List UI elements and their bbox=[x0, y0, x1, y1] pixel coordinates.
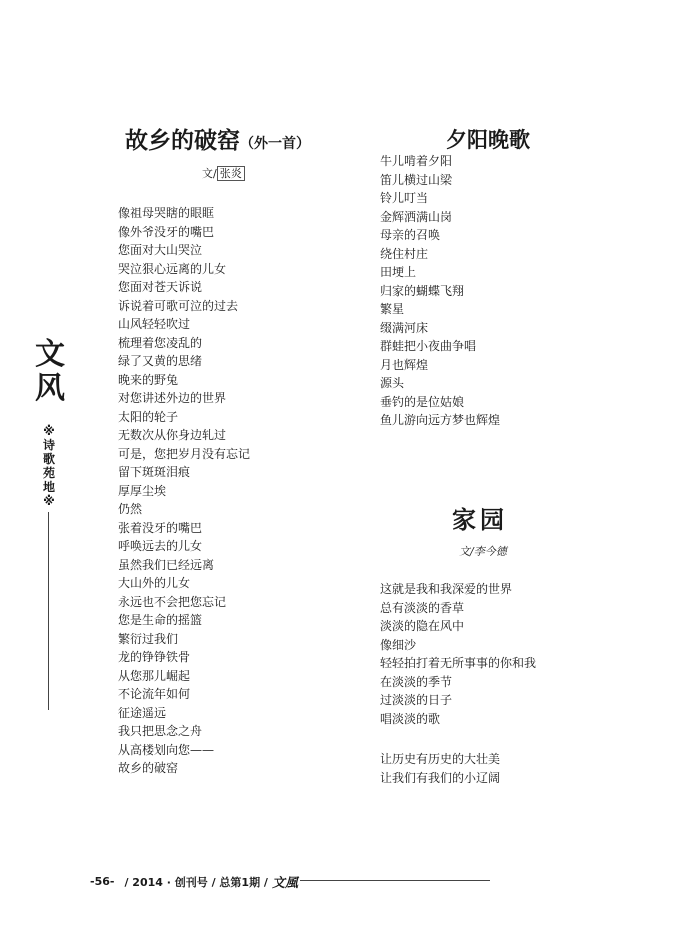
poem2-title: 夕阳晚歌 bbox=[446, 127, 530, 152]
poem1-title-text: 故乡的破窑 bbox=[125, 127, 240, 154]
poem-line: 对您讲述外边的世界 bbox=[118, 391, 227, 405]
poem-line: 母亲的召唤 bbox=[380, 228, 441, 242]
side-divider bbox=[48, 512, 49, 710]
poem-line: 不论流年如何 bbox=[118, 687, 191, 701]
poem-line: 像祖母哭瞎的眼眶 bbox=[118, 206, 215, 220]
poem-line: 月也辉煌 bbox=[380, 357, 429, 372]
poem-line: 大山外的儿女 bbox=[118, 576, 191, 590]
poem-line: 源头 bbox=[380, 376, 405, 390]
poem-line: 像细沙 bbox=[380, 637, 417, 652]
poem1-subtitle: （外一首） bbox=[240, 136, 310, 152]
poem-line: 您面对苍天诉说 bbox=[118, 280, 203, 294]
poem-line: 哭泣狠心远离的儿女 bbox=[118, 261, 227, 276]
side-logo bbox=[34, 338, 66, 406]
side-section-char: 苑 bbox=[42, 466, 55, 480]
poem-line: 我只把思念之舟 bbox=[118, 724, 203, 738]
poem-line: 张着没牙的嘴巴 bbox=[118, 520, 203, 535]
poem1-title bbox=[125, 122, 310, 155]
page-number: -56- bbox=[90, 875, 115, 888]
poem1-byline bbox=[202, 165, 245, 181]
poem-line: 唱淡淡的歌 bbox=[380, 711, 441, 726]
poem-line: 永远也不会把您忘记 bbox=[118, 594, 227, 609]
poem-line: 虽然我们已经远离 bbox=[118, 557, 215, 572]
poem-line: 留下斑斑泪痕 bbox=[118, 465, 191, 479]
poem-line: 仍然 bbox=[118, 502, 143, 516]
side-section-char: 诗 bbox=[42, 438, 55, 452]
side-logo-char: 风 bbox=[35, 371, 65, 406]
poem-line: 晚来的野兔 bbox=[118, 372, 179, 387]
poem-line: 田埂上 bbox=[380, 265, 417, 279]
poem2-body bbox=[380, 152, 500, 430]
poem-line: 征途遥远 bbox=[118, 705, 167, 720]
page-footer bbox=[90, 872, 298, 891]
poem-line: 故乡的破窑 bbox=[118, 761, 179, 775]
poem-line: 厚厚尘埃 bbox=[118, 483, 167, 498]
poem-line: 从您那儿崛起 bbox=[118, 668, 191, 683]
poem-line: 梳理着您凌乱的 bbox=[118, 335, 203, 350]
poem-line: 在淡淡的季节 bbox=[380, 674, 453, 689]
side-logo-char: 文 bbox=[35, 337, 65, 372]
poem-line: 诉说着可歌可泣的过去 bbox=[118, 298, 239, 313]
poem-line: 总有淡淡的香草 bbox=[380, 600, 465, 615]
poem-line: 群蛙把小夜曲争唱 bbox=[380, 339, 477, 353]
side-section-label bbox=[41, 424, 57, 508]
poem-line: 绕住村庄 bbox=[380, 246, 429, 261]
poem3-body-stanza2 bbox=[380, 750, 500, 787]
poem-line: 鱼儿游向远方梦也辉煌 bbox=[380, 413, 501, 427]
poem-line: 轻轻拍打着无所事事的你和我 bbox=[380, 656, 537, 670]
poem-line: 山风轻轻吹过 bbox=[118, 317, 191, 331]
poem-line: 笛儿横过山梁 bbox=[380, 172, 453, 187]
side-section-char: 歌 bbox=[42, 452, 55, 466]
poem3-body bbox=[380, 580, 536, 728]
poem-line: 让我们有我们的小辽阔 bbox=[380, 770, 501, 785]
poem-line: 可是，您把岁月没有忘记 bbox=[118, 446, 251, 461]
poem-line: 淡淡的隐在风中 bbox=[380, 619, 465, 633]
poem-line: 金辉洒满山岗 bbox=[380, 209, 453, 224]
poem-line: 这就是我和我深爱的世界 bbox=[380, 582, 513, 596]
poem-line: 呼唤远去的儿女 bbox=[118, 539, 203, 553]
poem-line: 太阳的轮子 bbox=[118, 409, 179, 424]
poem-line: 像外爷没牙的嘴巴 bbox=[118, 224, 215, 239]
poem3-byline: 文/李今德 bbox=[459, 545, 507, 558]
poem-line: 您是生命的摇篮 bbox=[118, 613, 203, 627]
poem3-title: 家园 bbox=[452, 505, 508, 534]
poem1-byline-prefix: 文/ bbox=[202, 167, 217, 180]
poem-line: 绿了又黄的思绪 bbox=[118, 354, 203, 368]
poem-line: 让历史有历史的大壮美 bbox=[380, 752, 501, 766]
side-section-char: ※ bbox=[43, 494, 55, 508]
poem-line: 从高楼划向您—— bbox=[118, 742, 215, 757]
footer-rule bbox=[300, 880, 490, 881]
side-section-char: ※ bbox=[43, 424, 55, 438]
footer-brand: 文風 bbox=[271, 876, 298, 891]
poem-line: 缀满河床 bbox=[380, 320, 429, 335]
poem-line: 繁衍过我们 bbox=[118, 631, 179, 646]
poem-line: 铃儿叮当 bbox=[380, 191, 429, 205]
poem-line: 繁星 bbox=[380, 302, 405, 316]
side-section-char: 地 bbox=[42, 480, 55, 494]
poem-line: 垂钓的是位姑娘 bbox=[380, 394, 465, 409]
issue-info: / 2014 · 创刊号 / 总第1期 / bbox=[124, 875, 268, 889]
poem-line: 过淡淡的日子 bbox=[380, 693, 453, 707]
poem-line: 您面对大山哭泣 bbox=[118, 243, 203, 257]
poem-line: 牛儿啃着夕阳 bbox=[380, 154, 453, 168]
poem1-body bbox=[118, 204, 250, 778]
poem-line: 归家的蝴蝶飞翔 bbox=[380, 283, 465, 298]
poem1-author: 张炎 bbox=[217, 166, 245, 181]
poem-line: 龙的铮铮铁骨 bbox=[118, 650, 191, 664]
poem-line: 无数次从你身边轧过 bbox=[118, 428, 227, 442]
